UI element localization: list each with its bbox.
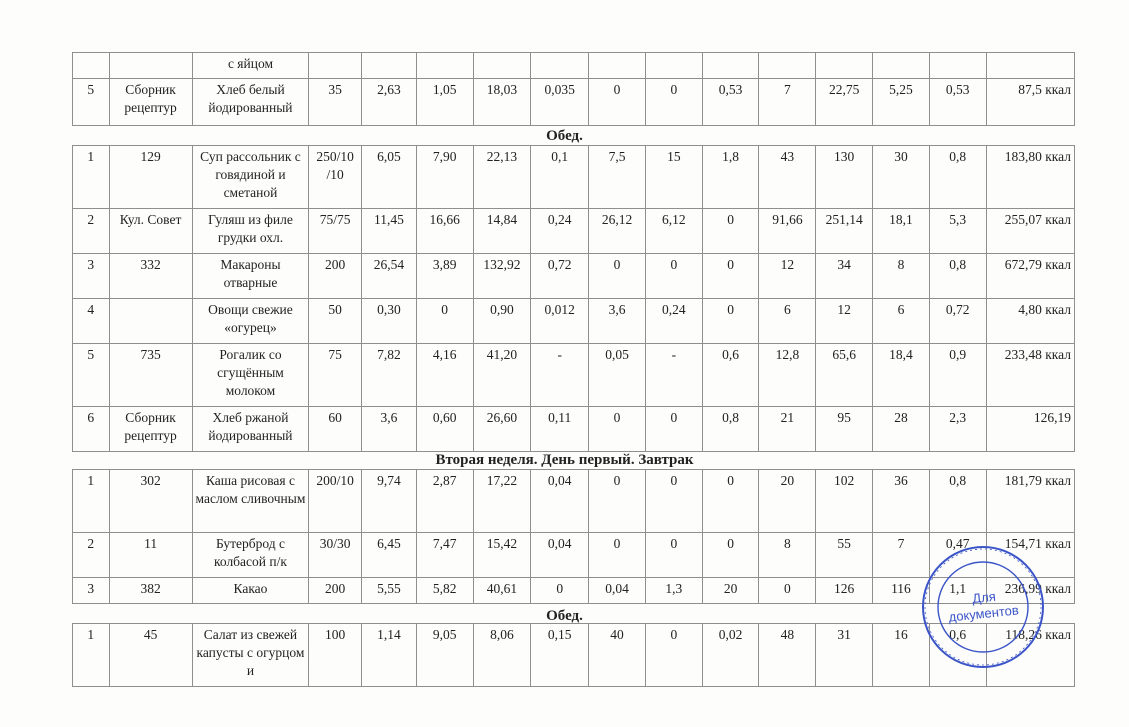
- cell-protein: 9,74: [362, 470, 417, 533]
- cell-magnesium: 6: [873, 299, 930, 344]
- cell-dish-name: Макароны отварные: [192, 254, 309, 299]
- cell-vitamin-b1: 0,15: [531, 624, 589, 687]
- cell-calcium: 12: [759, 254, 816, 299]
- cell-portion: 30/30: [309, 533, 362, 578]
- cell-calcium: 6: [759, 299, 816, 344]
- cell-vitamin-c: 0,04: [589, 578, 646, 604]
- cell-recipe-source: 11: [109, 533, 192, 578]
- cell-calcium: 48: [759, 624, 816, 687]
- cell-recipe-source: 382: [109, 578, 192, 604]
- cell-row-number: 1: [73, 470, 110, 533]
- cell-carbs: 14,84: [473, 209, 531, 254]
- cell-row-number: 5: [73, 344, 110, 407]
- cell-phosphorus: 22,75: [816, 79, 873, 126]
- cell-energy-value: 255,07 ккал: [986, 209, 1074, 254]
- cell-vitamin-e: 20: [702, 578, 759, 604]
- cell-phosphorus: 31: [816, 624, 873, 687]
- cell-vitamin-a: 15: [645, 146, 702, 209]
- cell-iron: 0,47: [929, 533, 986, 578]
- cell-vitamin-c: 0: [589, 79, 646, 126]
- cell-phosphorus: 95: [816, 407, 873, 452]
- cell-recipe-source: 302: [109, 470, 192, 533]
- table-row: [73, 470, 1075, 533]
- cell-row-number: 3: [73, 254, 110, 299]
- cell-calcium: [759, 53, 816, 79]
- cell-iron: 0,8: [929, 470, 986, 533]
- cell-magnesium: 16: [873, 624, 930, 687]
- cell-vitamin-b1: -: [531, 344, 589, 407]
- cell-dish-name: Салат из свежей капусты с огурцом и: [192, 624, 309, 687]
- cell-protein: 5,55: [362, 578, 417, 604]
- cell-vitamin-c: 7,5: [589, 146, 646, 209]
- cell-iron: 0,8: [929, 254, 986, 299]
- cell-vitamin-e: [702, 53, 759, 79]
- stamp-label-line2: документов: [947, 602, 1020, 625]
- cell-fat: 1,05: [416, 79, 473, 126]
- cell-portion: [309, 53, 362, 79]
- cell-dish-name: Гуляш из филе грудки охл.: [192, 209, 309, 254]
- cell-protein: 6,45: [362, 533, 417, 578]
- cell-protein: 2,63: [362, 79, 417, 126]
- cell-vitamin-e: 0: [702, 470, 759, 533]
- cell-vitamin-b1: 0,035: [531, 79, 589, 126]
- cell-magnesium: 116: [873, 578, 930, 604]
- cell-vitamin-c: 0: [589, 533, 646, 578]
- cell-iron: [929, 53, 986, 79]
- cell-vitamin-c: 0: [589, 470, 646, 533]
- table-row: [73, 407, 1075, 452]
- cell-vitamin-c: 0: [589, 254, 646, 299]
- cell-energy-value: 87,5 ккал: [986, 79, 1074, 126]
- cell-portion: 200: [309, 578, 362, 604]
- cell-vitamin-c: 40: [589, 624, 646, 687]
- cell-iron: 0,6: [929, 624, 986, 687]
- cell-recipe-source: 735: [109, 344, 192, 407]
- cell-vitamin-c: 0: [589, 407, 646, 452]
- cell-vitamin-e: 0: [702, 209, 759, 254]
- cell-magnesium: 8: [873, 254, 930, 299]
- cell-magnesium: 30: [873, 146, 930, 209]
- table-row: [73, 79, 1075, 126]
- cell-vitamin-a: 0: [645, 407, 702, 452]
- cell-vitamin-b1: 0,012: [531, 299, 589, 344]
- cell-row-number: 1: [73, 146, 110, 209]
- cell-portion: 35: [309, 79, 362, 126]
- section-heading-lunch: Обед.: [546, 128, 583, 144]
- cell-calcium: 8: [759, 533, 816, 578]
- cell-fat: 5,82: [416, 578, 473, 604]
- cell-row-number: 3: [73, 578, 110, 604]
- section-heading-lunch-2: Обед.: [546, 608, 583, 624]
- cell-phosphorus: [816, 53, 873, 79]
- cell-recipe-source: Сборник рецептур: [109, 79, 192, 126]
- cell-carbs: 40,61: [473, 578, 531, 604]
- cell-magnesium: 18,4: [873, 344, 930, 407]
- cell-vitamin-e: 0: [702, 254, 759, 299]
- cell-fat: [416, 53, 473, 79]
- cell-fat: 7,47: [416, 533, 473, 578]
- cell-vitamin-a: 0: [645, 79, 702, 126]
- cell-row-number: 6: [73, 407, 110, 452]
- cell-dish-name: Суп рассольник с говядиной и сметаной: [192, 146, 309, 209]
- cell-vitamin-a: 6,12: [645, 209, 702, 254]
- cell-iron: 0,53: [929, 79, 986, 126]
- cell-energy-value: 4,80 ккал: [986, 299, 1074, 344]
- cell-vitamin-a: 0: [645, 533, 702, 578]
- cell-row-number: 1: [73, 624, 110, 687]
- table-row: [73, 209, 1075, 254]
- cell-dish-name: Хлеб ржаной йодированный: [192, 407, 309, 452]
- cell-magnesium: 36: [873, 470, 930, 533]
- cell-energy-value: 181,79 ккал: [986, 470, 1074, 533]
- cell-calcium: 43: [759, 146, 816, 209]
- cell-portion: 250/10 /10: [309, 146, 362, 209]
- cell-phosphorus: 55: [816, 533, 873, 578]
- cell-vitamin-e: 0,8: [702, 407, 759, 452]
- cell-vitamin-e: 1,8: [702, 146, 759, 209]
- cell-dish-name: Каша рисовая с маслом сливочным: [192, 470, 309, 533]
- cell-carbs: 22,13: [473, 146, 531, 209]
- cell-fat: 0: [416, 299, 473, 344]
- cell-energy-value: 118,26 ккал: [986, 624, 1074, 687]
- cell-dish-name: Какао: [192, 578, 309, 604]
- cell-vitamin-a: 0: [645, 624, 702, 687]
- section-heading-week2-day1-breakfast: Вторая неделя. День первый. Завтрак: [435, 452, 694, 468]
- cell-protein: 26,54: [362, 254, 417, 299]
- cell-protein: [362, 53, 417, 79]
- menu-table-breakfast-end: [72, 52, 1075, 126]
- cell-vitamin-a: 0,24: [645, 299, 702, 344]
- cell-vitamin-c: 3,6: [589, 299, 646, 344]
- cell-phosphorus: 65,6: [816, 344, 873, 407]
- cell-iron: 5,3: [929, 209, 986, 254]
- cell-calcium: 21: [759, 407, 816, 452]
- cell-row-number: 2: [73, 209, 110, 254]
- cell-vitamin-e: 0: [702, 299, 759, 344]
- cell-carbs: 8,06: [473, 624, 531, 687]
- cell-phosphorus: 126: [816, 578, 873, 604]
- cell-phosphorus: 130: [816, 146, 873, 209]
- table-row: [73, 344, 1075, 407]
- table-row: [73, 146, 1075, 209]
- cell-row-number: 4: [73, 299, 110, 344]
- cell-vitamin-b1: 0,72: [531, 254, 589, 299]
- cell-energy-value: 183,80 ккал: [986, 146, 1074, 209]
- cell-carbs: 132,92: [473, 254, 531, 299]
- cell-fat: 9,05: [416, 624, 473, 687]
- cell-carbs: 18,03: [473, 79, 531, 126]
- cell-carbs: 17,22: [473, 470, 531, 533]
- cell-phosphorus: 251,14: [816, 209, 873, 254]
- organization-stamp: [918, 542, 1048, 672]
- cell-dish-name: с яйцом: [192, 53, 309, 79]
- menu-table-lunch: [72, 145, 1075, 452]
- cell-iron: 0,9: [929, 344, 986, 407]
- cell-vitamin-a: 0: [645, 254, 702, 299]
- cell-vitamin-b1: 0,04: [531, 533, 589, 578]
- cell-recipe-source: 332: [109, 254, 192, 299]
- cell-vitamin-e: 0,53: [702, 79, 759, 126]
- cell-recipe-source: 129: [109, 146, 192, 209]
- cell-fat: 7,90: [416, 146, 473, 209]
- cell-vitamin-c: 0,05: [589, 344, 646, 407]
- cell-magnesium: [873, 53, 930, 79]
- cell-dish-name: Хлеб белый йодированный: [192, 79, 309, 126]
- cell-carbs: 15,42: [473, 533, 531, 578]
- cell-recipe-source: 45: [109, 624, 192, 687]
- cell-energy-value: 154,71 ккал: [986, 533, 1074, 578]
- cell-magnesium: 7: [873, 533, 930, 578]
- cell-row-number: 5: [73, 79, 110, 126]
- cell-magnesium: 18,1: [873, 209, 930, 254]
- cell-iron: 1,1: [929, 578, 986, 604]
- cell-energy-value: 126,19: [986, 407, 1074, 452]
- cell-energy-value: [986, 53, 1074, 79]
- cell-fat: 3,89: [416, 254, 473, 299]
- cell-energy-value: 233,48 ккал: [986, 344, 1074, 407]
- cell-energy-value: 672,79 ккал: [986, 254, 1074, 299]
- cell-carbs: [473, 53, 531, 79]
- cell-calcium: 0: [759, 578, 816, 604]
- cell-vitamin-a: [645, 53, 702, 79]
- cell-dish-name: Овощи свежие «огурец»: [192, 299, 309, 344]
- cell-portion: 75/75: [309, 209, 362, 254]
- cell-phosphorus: 102: [816, 470, 873, 533]
- cell-dish-name: Рогалик со сгущённым молоком: [192, 344, 309, 407]
- cell-fat: 16,66: [416, 209, 473, 254]
- cell-carbs: 26,60: [473, 407, 531, 452]
- cell-vitamin-a: -: [645, 344, 702, 407]
- cell-magnesium: 28: [873, 407, 930, 452]
- cell-recipe-source: Сборник рецептур: [109, 407, 192, 452]
- cell-recipe-source: Кул. Совет: [109, 209, 192, 254]
- cell-portion: 75: [309, 344, 362, 407]
- cell-recipe-source: [109, 299, 192, 344]
- cell-fat: 0,60: [416, 407, 473, 452]
- cell-iron: 2,3: [929, 407, 986, 452]
- cell-vitamin-a: 1,3: [645, 578, 702, 604]
- cell-row-number: [73, 53, 110, 79]
- cell-vitamin-b1: 0: [531, 578, 589, 604]
- cell-dish-name: Бутерброд с колбасой п/к: [192, 533, 309, 578]
- stamp-label-line1: Для: [971, 588, 997, 607]
- cell-iron: 0,72: [929, 299, 986, 344]
- table-row: [73, 53, 1075, 79]
- cell-protein: 6,05: [362, 146, 417, 209]
- cell-vitamin-b1: 0,24: [531, 209, 589, 254]
- cell-protein: 1,14: [362, 624, 417, 687]
- cell-magnesium: 5,25: [873, 79, 930, 126]
- cell-protein: 0,30: [362, 299, 417, 344]
- cell-phosphorus: 12: [816, 299, 873, 344]
- cell-vitamin-e: 0,02: [702, 624, 759, 687]
- cell-fat: 2,87: [416, 470, 473, 533]
- cell-portion: 50: [309, 299, 362, 344]
- cell-calcium: 20: [759, 470, 816, 533]
- cell-row-number: 2: [73, 533, 110, 578]
- cell-calcium: 12,8: [759, 344, 816, 407]
- cell-vitamin-e: 0,6: [702, 344, 759, 407]
- cell-calcium: 91,66: [759, 209, 816, 254]
- cell-phosphorus: 34: [816, 254, 873, 299]
- cell-vitamin-b1: [531, 53, 589, 79]
- cell-protein: 11,45: [362, 209, 417, 254]
- cell-portion: 200/10: [309, 470, 362, 533]
- cell-portion: 200: [309, 254, 362, 299]
- cell-portion: 60: [309, 407, 362, 452]
- cell-vitamin-c: [589, 53, 646, 79]
- cell-vitamin-b1: 0,04: [531, 470, 589, 533]
- cell-iron: 0,8: [929, 146, 986, 209]
- cell-carbs: 0,90: [473, 299, 531, 344]
- cell-protein: 7,82: [362, 344, 417, 407]
- cell-vitamin-c: 26,12: [589, 209, 646, 254]
- cell-vitamin-b1: 0,11: [531, 407, 589, 452]
- cell-protein: 3,6: [362, 407, 417, 452]
- cell-vitamin-e: 0: [702, 533, 759, 578]
- cell-energy-value: 236,99 ккал: [986, 578, 1074, 604]
- cell-vitamin-a: 0: [645, 470, 702, 533]
- cell-recipe-source: [109, 53, 192, 79]
- cell-calcium: 7: [759, 79, 816, 126]
- cell-fat: 4,16: [416, 344, 473, 407]
- cell-portion: 100: [309, 624, 362, 687]
- table-row: [73, 299, 1075, 344]
- table-row: [73, 254, 1075, 299]
- cell-carbs: 41,20: [473, 344, 531, 407]
- cell-vitamin-b1: 0,1: [531, 146, 589, 209]
